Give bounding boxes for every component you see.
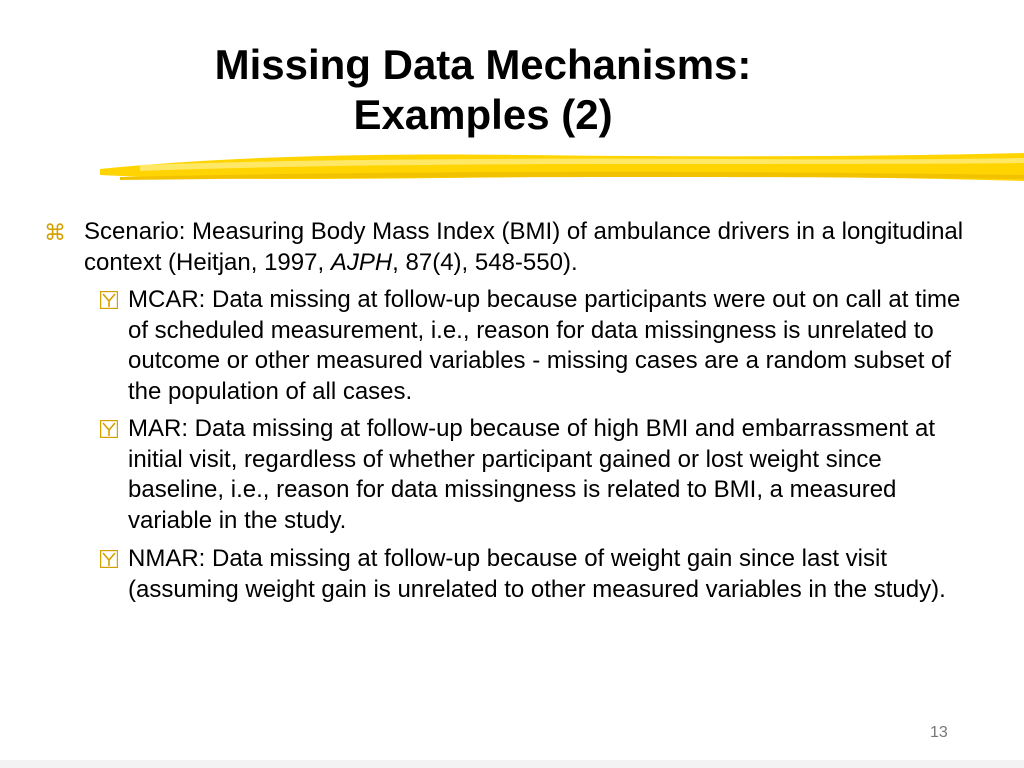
scenario-text-after: , 87(4), 548-550). (392, 249, 578, 276)
y-checkbox-bullet-icon (100, 420, 118, 438)
footer-strip (0, 760, 1024, 768)
sub-bullet-nmar (128, 544, 978, 605)
title-underline-swoosh (100, 147, 1024, 189)
bullet-scenario (44, 216, 984, 278)
slide-title-line-1: Missing Data Mechanisms: (214, 41, 752, 88)
slide-title-line-2: Examples (2) (353, 91, 613, 138)
page-number: 13 (930, 724, 948, 741)
scenario-text-before: Scenario: Measuring Body Mass Index (BMI) of ambulance drivers in a longitudinal context (Heitjan, 1997, (84, 218, 964, 276)
y-checkbox-bullet-icon (100, 550, 118, 568)
sub-bullet-mar (128, 414, 978, 536)
nmar-text: NMAR: Data missing at follow-up because of weight gain since last visit (assuming weight gain is unrelated to other measured variables in the study). (128, 545, 946, 603)
mar-text: MAR: Data missing at follow-up because of high BMI and embarrassment at initial visit, regardless of whether participant gained or lost weight since baseline, i.e., reason for data missingness is related to BMI, a measured variable in the study. (128, 415, 936, 534)
sub-bullet-mcar (128, 285, 978, 407)
mcar-text: MCAR: Data missing at follow-up because participants were out on call at time of scheduled measurement, i.e., reason for data missingness is unrelated to outcome or other measured variables - missing cases are a random subset of the population of all cases. (128, 286, 961, 405)
journal-name: AJPH (330, 249, 393, 276)
slide-title (0, 40, 966, 140)
y-checkbox-bullet-icon (100, 291, 118, 309)
z-bullet-icon: ⌘ (44, 220, 66, 245)
